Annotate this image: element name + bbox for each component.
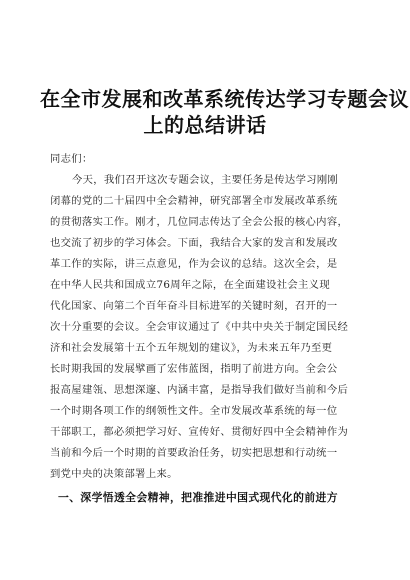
body-line: 革工作的实际，讲三点意见，作为会议的总结。这次全会，是 bbox=[50, 258, 338, 270]
section-heading: 一、深学悟透全会精神，把准推进中国式现代化的前进方 bbox=[58, 491, 338, 504]
body-line: 的贯彻落实工作。刚才，几位同志传达了全会公报的核心内容， bbox=[50, 216, 349, 228]
body-line: 代化国家、向第二个百年奋斗目标进军的关键时刻，召开的一 bbox=[50, 300, 338, 312]
body-line: 当前和今后一个时期的首要政治任务，切实把思想和行动统一 bbox=[50, 447, 338, 459]
body-line: 干部职工，都必须把学习好、宣传好、贯彻好四中全会精神作为 bbox=[50, 426, 349, 438]
document-title-line-1: 在全市发展和改革系统传达学习专题会议 bbox=[40, 87, 409, 111]
body-line: 闭幕的党的二十届四中全会精神，研究部署全市发展改革系统 bbox=[50, 195, 338, 207]
body-line: 到党中央的决策部署上来。 bbox=[50, 468, 178, 480]
body-line: 今天，我们召开这次专题会议，主要任务是传达学习刚刚 bbox=[72, 174, 339, 186]
body-line: 也交流了初步的学习体会。下面，我结合大家的发言和发展改 bbox=[50, 237, 338, 249]
body-line: 济和社会发展第十五个五年规划的建议》，为未来五年乃至更 bbox=[50, 342, 333, 354]
body-line: 在中华人民共和国成立76周年之际，在全面建设社会主义现 bbox=[50, 279, 330, 291]
body-line: 长时期我国的发展擘画了宏伟蓝图，指明了前进方向。全会公 bbox=[50, 363, 338, 375]
body-line: 报高屋建瓴、思想深邃、内涵丰富，是指导我们做好当前和今后 bbox=[50, 384, 349, 396]
body-line: 一个时期各项工作的纲领性文件。全市发展改革系统的每一位 bbox=[50, 405, 338, 417]
salutation: 同志们： bbox=[50, 153, 93, 165]
body-line: 次十分重要的会议。全会审议通过了《中共中央关于制定国民经 bbox=[50, 321, 349, 333]
document-title-line-2: 上的总结讲话 bbox=[143, 113, 267, 137]
